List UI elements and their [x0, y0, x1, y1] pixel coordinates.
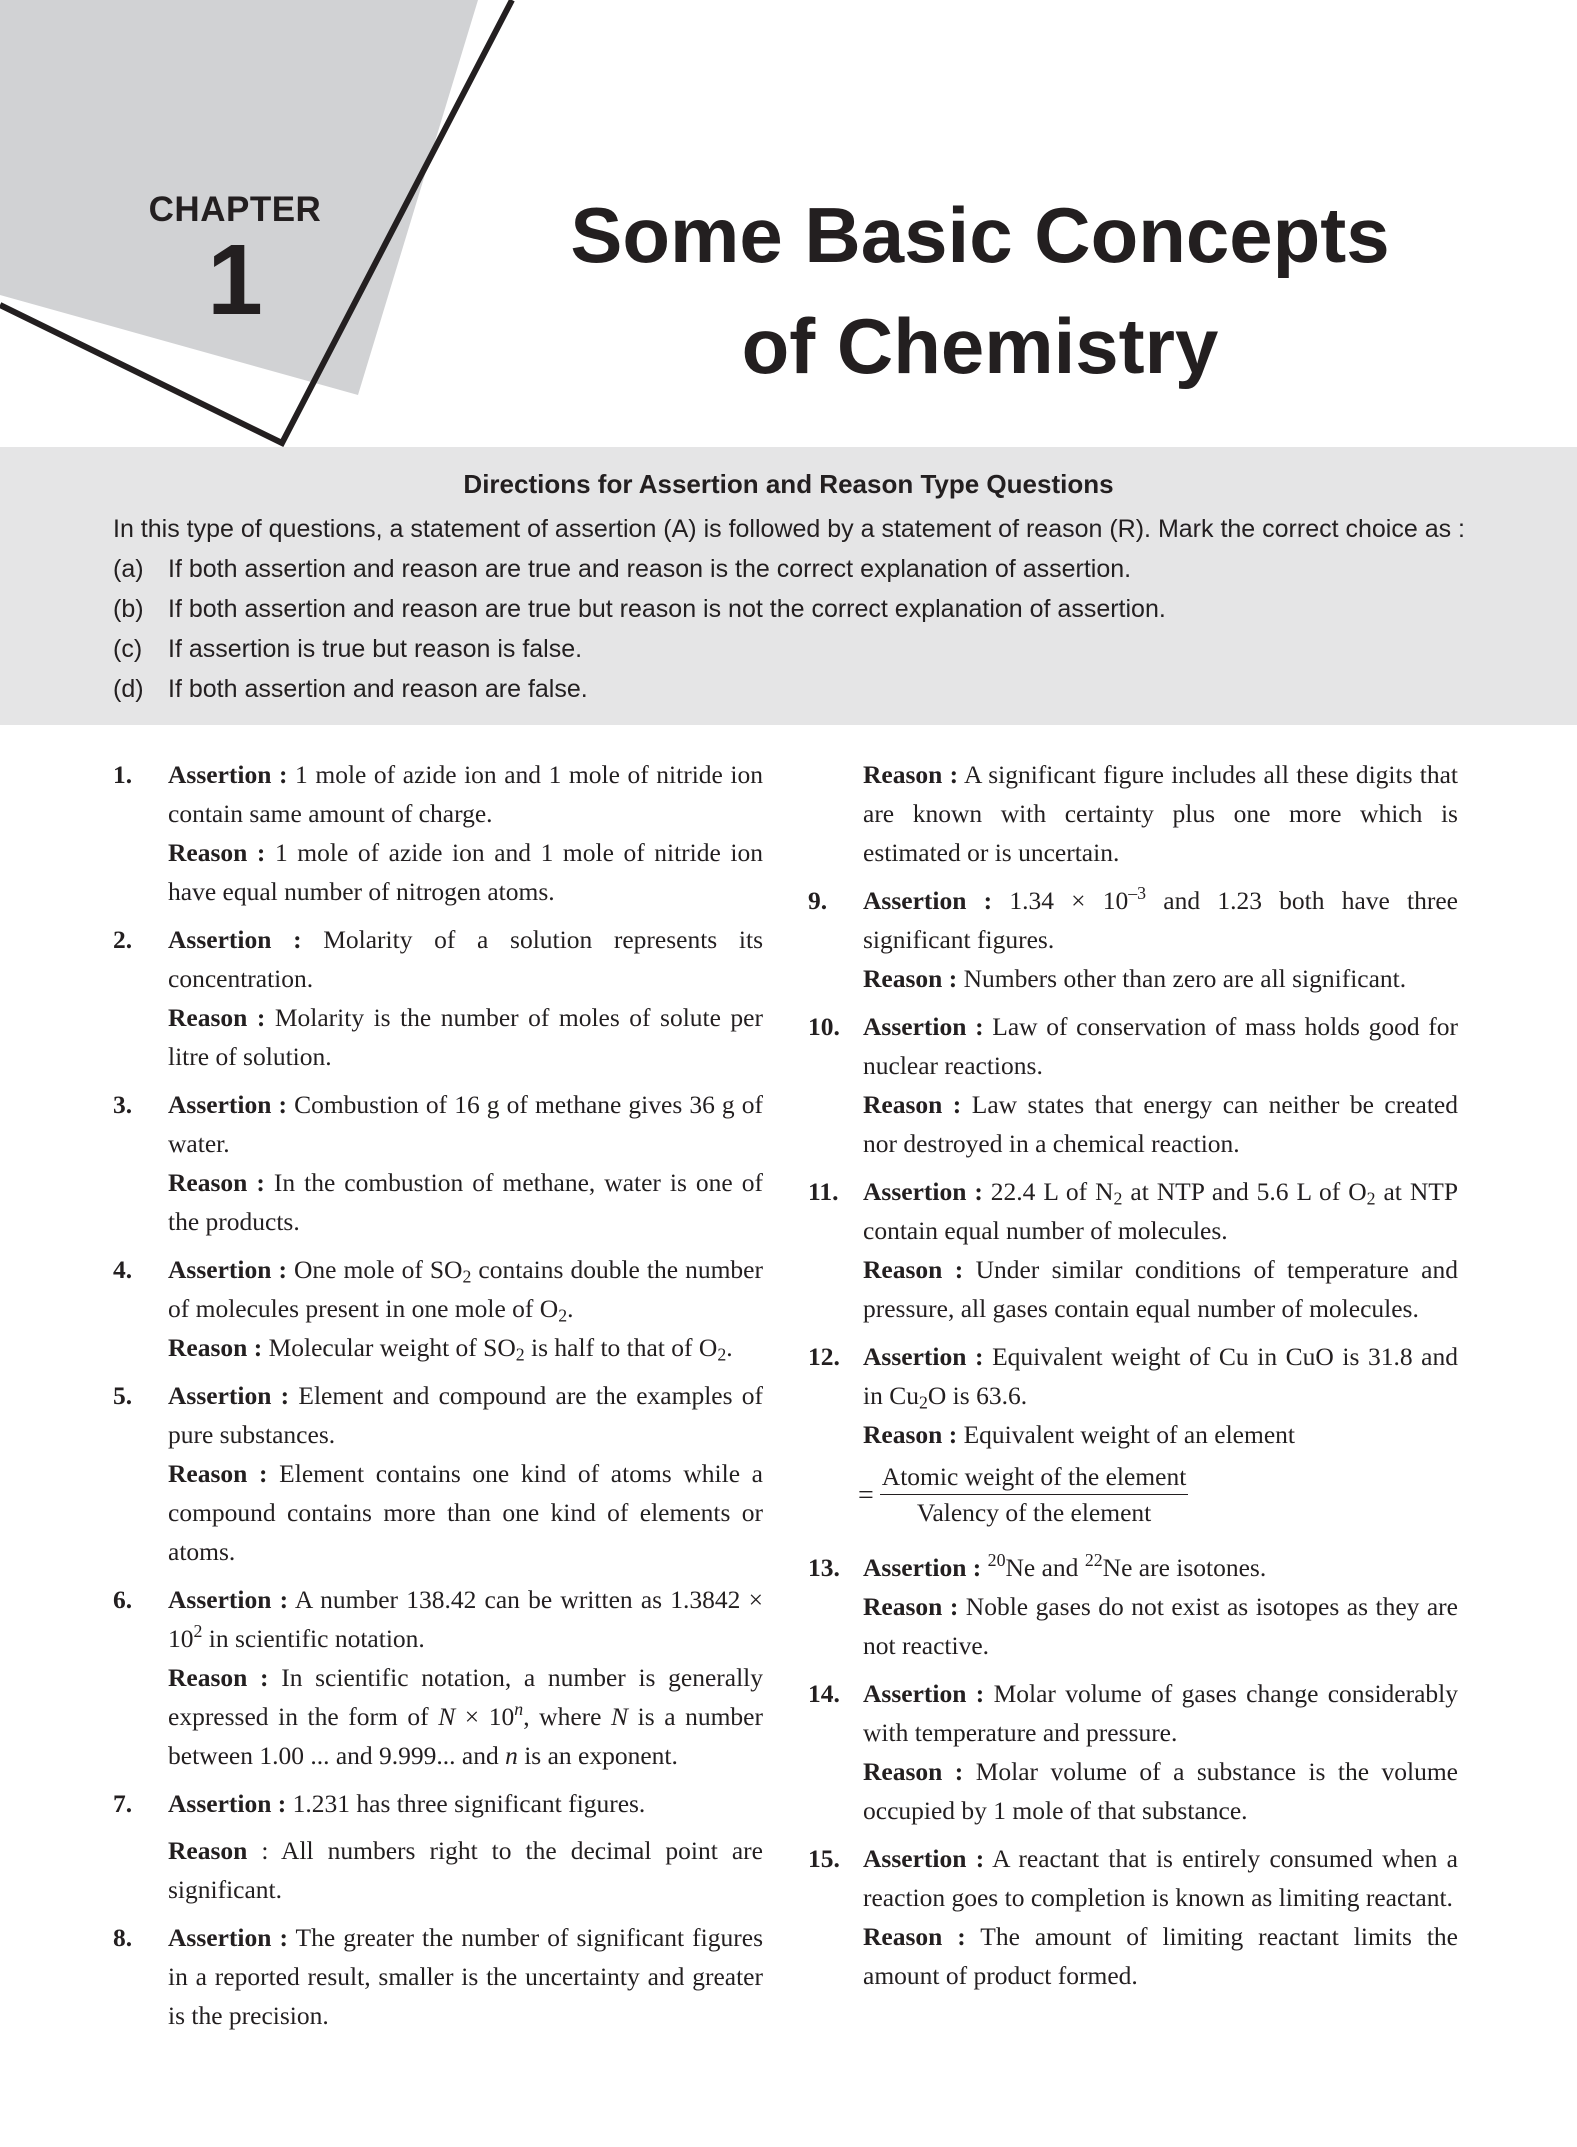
assertion-text: in scientific notation.: [202, 1624, 425, 1653]
reason: [863, 1250, 1458, 1328]
assertion-label: Assertion :: [168, 760, 288, 789]
question-13: [808, 1548, 1458, 1665]
assertion-text: at NTP contain equal number of molecules.: [863, 1177, 1458, 1245]
reason-text: The amount of limiting reactant limits the amount of product formed.: [863, 1922, 1458, 1990]
question-10: [808, 1007, 1458, 1163]
reason-label: Reason :: [863, 1090, 962, 1119]
question-number: 2.: [113, 925, 133, 954]
reason: [168, 1658, 763, 1775]
assertion: [168, 1250, 763, 1328]
subscript: 2: [717, 1344, 727, 1365]
option-text: If both assertion and reason are true but reason is not the correct explanation of assertion.: [168, 595, 1166, 623]
assertion-text: Molarity of a solution represents its concentration.: [168, 925, 763, 993]
assertion-label: Assertion :: [863, 1553, 982, 1582]
question-number: 15.: [808, 1844, 840, 1873]
assertion-label: Assertion :: [168, 1090, 287, 1119]
reason-text: Noble gases do not exist as isotopes as they are not reactive.: [863, 1592, 1458, 1660]
reason-text: : All numbers right to the decimal point are significant.: [168, 1836, 763, 1904]
reason-text: Law states that energy can neither be created nor destroyed in a chemical reaction.: [863, 1090, 1458, 1158]
option-text: If both assertion and reason are true and reason is the correct explanation of assertion.: [168, 555, 1132, 583]
reason-text: .: [726, 1333, 733, 1362]
reason-label: Reason :: [863, 1592, 959, 1621]
reason-label: Reason :: [168, 1333, 263, 1362]
reason-text: is a number between 1.00 ... and 9.999... and: [168, 1702, 763, 1770]
question-number: 13.: [808, 1553, 840, 1582]
assertion-label: Assertion :: [168, 925, 302, 954]
reason: [863, 1917, 1458, 1995]
assertion: [168, 1784, 763, 1823]
reason: [168, 833, 763, 911]
reason-label: Reason :: [863, 964, 958, 993]
assertion: [863, 1839, 1458, 1917]
assertion-text: Equivalent weight of Cu in CuO is 31.8 and in Cu: [863, 1342, 1458, 1410]
assertion-label: Assertion :: [863, 1177, 983, 1206]
reason-text: Numbers other than zero are all significant.: [963, 964, 1407, 993]
assertion-label: Assertion :: [168, 1255, 287, 1284]
assertion: [168, 755, 763, 833]
reason-text: × 10: [455, 1702, 515, 1731]
question-3: [113, 1085, 763, 1241]
reason: [863, 959, 1458, 998]
assertion-label: Assertion :: [168, 1923, 288, 1952]
equivalent-weight-formula: [858, 1460, 1458, 1531]
reason-text: Element contains one kind of atoms while a compound contains more than one kind of elements or atoms.: [168, 1459, 764, 1566]
assertion-text: Ne and: [1005, 1553, 1085, 1582]
reason: [863, 1587, 1458, 1665]
question-11: [808, 1172, 1458, 1328]
question-number: 6.: [113, 1585, 133, 1614]
directions-intro: In this type of questions, a statement of assertion (A) is followed by a statement of reason (R). Mark the correct choice as :: [113, 515, 1466, 543]
assertion-text: contains double the number of molecules present in one mole of O: [168, 1255, 763, 1323]
right-column: [808, 755, 1458, 1995]
fraction: [880, 1460, 1189, 1531]
question-number: 14.: [808, 1679, 840, 1708]
question-4: [113, 1250, 763, 1367]
option-label: (b): [113, 595, 144, 623]
assertion-text: Ne are isotones.: [1102, 1553, 1267, 1582]
question-number: 9.: [808, 886, 828, 915]
assertion-text: at NTP and 5.6 L of O: [1122, 1177, 1367, 1206]
assertion-text: Combustion of 16 g of methane gives 36 g of water.: [168, 1090, 763, 1158]
question-12: [808, 1337, 1458, 1531]
reason: [168, 1831, 763, 1909]
variable: n: [505, 1741, 518, 1770]
reason-text: , where: [523, 1702, 612, 1731]
question-2: [113, 920, 763, 1076]
reason-text: In the combustion of methane, water is one of the products.: [168, 1168, 763, 1236]
directions-heading: Directions for Assertion and Reason Type Questions: [463, 469, 1114, 499]
assertion-text: 1.34 × 10: [1009, 886, 1129, 915]
assertion-label: Assertion :: [168, 1789, 287, 1818]
variable: N: [438, 1702, 456, 1731]
assertion-label: Assertion :: [863, 1679, 985, 1708]
reason: [168, 998, 763, 1076]
reason-text: is half to that of O: [524, 1333, 718, 1362]
subscript: 2: [1113, 1188, 1123, 1209]
subscript: 2: [515, 1344, 525, 1365]
subscript: 2: [918, 1392, 928, 1413]
question-number: 8.: [113, 1923, 133, 1952]
question-number: 3.: [113, 1090, 133, 1119]
reason-label: Reason :: [168, 838, 266, 867]
equals-sign: =: [858, 1480, 874, 1511]
question-number: 11.: [808, 1177, 839, 1206]
superscript: 22: [1084, 1550, 1103, 1571]
option-a: [113, 555, 1131, 584]
assertion: [863, 1337, 1458, 1415]
reason-text: Molecular weight of SO: [268, 1333, 516, 1362]
assertion: [168, 1085, 763, 1163]
question-9: [808, 881, 1458, 998]
superscript: –3: [1128, 883, 1147, 904]
question-6: [113, 1580, 763, 1775]
reason: [863, 755, 1458, 872]
assertion: [168, 920, 763, 998]
reason-label: Reason :: [168, 1663, 269, 1692]
question-7: [113, 1784, 763, 1909]
assertion-text: Element and compound are the examples of pure substances.: [168, 1381, 764, 1449]
option-b: [113, 595, 1166, 624]
reason-label: Reason :: [863, 1255, 964, 1284]
reason: [168, 1163, 763, 1241]
reason-text: Molarity is the number of moles of solute per litre of solution.: [168, 1003, 763, 1071]
superscript: n: [514, 1699, 524, 1720]
option-label: (a): [113, 555, 144, 583]
question-number: 5.: [113, 1381, 133, 1410]
question-8-continued: [808, 755, 1458, 872]
assertion: [863, 1674, 1458, 1752]
superscript: 20: [987, 1550, 1006, 1571]
chapter-label: CHAPTER: [148, 190, 322, 229]
reason-label: Reason :: [863, 760, 959, 789]
reason-text: A significant figure includes all these digits that are known with certainty plus one more which is estimated or is uncertain.: [863, 760, 1458, 867]
assertion: [863, 1007, 1458, 1085]
superscript: 2: [193, 1621, 203, 1642]
subscript: 2: [558, 1305, 568, 1326]
reason-text: Equivalent weight of an element: [963, 1420, 1295, 1449]
assertion-label: Assertion :: [863, 886, 993, 915]
denominator: Valency of the element: [916, 1498, 1152, 1527]
question-5: [113, 1376, 763, 1571]
assertion: [863, 1172, 1458, 1250]
variable: N: [611, 1702, 629, 1731]
assertion-text: and 1.23 both have three significant figures.: [863, 886, 1458, 954]
reason-text: Under similar conditions of temperature and pressure, all gases contain equal number of molecules.: [863, 1255, 1458, 1323]
reason-text: Molar volume of a substance is the volume occupied by 1 mole of that substance.: [863, 1757, 1458, 1825]
reason: [168, 1454, 763, 1571]
reason-label: Reason: [168, 1836, 248, 1865]
page-title: [500, 180, 1460, 402]
reason-label: Reason :: [168, 1459, 268, 1488]
reason-text: In scientific notation, a number is generally expressed in the form of: [168, 1663, 764, 1731]
question-number: 10.: [808, 1012, 840, 1041]
assertion: [863, 881, 1458, 959]
reason: [168, 1328, 763, 1367]
assertion: [863, 1548, 1458, 1587]
assertion-label: Assertion :: [168, 1585, 289, 1614]
title-line-1: Some Basic Concepts: [570, 191, 1390, 279]
assertion-label: Assertion :: [863, 1844, 985, 1873]
subscript: 2: [1366, 1188, 1376, 1209]
reason-label: Reason :: [168, 1003, 266, 1032]
subscript: 2: [462, 1266, 472, 1287]
reason-text: 1 mole of azide ion and 1 mole of nitride ion have equal number of nitrogen atoms.: [168, 838, 763, 906]
reason-text: is an exponent.: [517, 1741, 678, 1770]
reason: [863, 1752, 1458, 1830]
option-c: [113, 635, 582, 664]
assertion-label: Assertion :: [168, 1381, 290, 1410]
left-column: [113, 755, 763, 2035]
assertion: [168, 1376, 763, 1454]
assertion-text: Law of conservation of mass holds good for nuclear reactions.: [863, 1012, 1459, 1080]
assertion-text: Molar volume of gases change considerably with temperature and pressure.: [863, 1679, 1459, 1747]
question-number: 4.: [113, 1255, 133, 1284]
question-15: [808, 1839, 1458, 1995]
assertion-text: One mole of SO: [294, 1255, 463, 1284]
title-line-2: of Chemistry: [741, 302, 1219, 390]
assertion-label: Assertion :: [863, 1342, 984, 1371]
assertion-text: 1.231 has three significant figures.: [292, 1789, 646, 1818]
assertion: [168, 1580, 763, 1658]
assertion-text: 1 mole of azide ion and 1 mole of nitride ion contain same amount of charge.: [168, 760, 763, 828]
option-label: (d): [113, 675, 144, 703]
assertion-label: Assertion :: [863, 1012, 984, 1041]
directions-box: [0, 447, 1577, 725]
assertion-text: The greater the number of significant figures in a reported result, smaller is the uncertainty and greater is the precision.: [168, 1923, 763, 2030]
assertion: [168, 1918, 763, 2035]
question-number: 12.: [808, 1342, 840, 1371]
question-number: 7.: [113, 1789, 133, 1818]
question-8: [113, 1918, 763, 2035]
assertion-text: .: [567, 1294, 574, 1323]
assertion-text: A reactant that is entirely consumed when a reaction goes to completion is known as limiting reactant.: [863, 1844, 1458, 1912]
numerator: Atomic weight of the element: [880, 1460, 1189, 1495]
option-d: [113, 675, 588, 704]
reason-label: Reason :: [863, 1757, 964, 1786]
option-label: (c): [113, 635, 143, 663]
reason-label: Reason :: [863, 1420, 958, 1449]
reason-label: Reason :: [168, 1168, 265, 1197]
assertion-text: O is 63.6.: [927, 1381, 1028, 1410]
option-text: If assertion is true but reason is false.: [168, 635, 583, 663]
question-number: 1.: [113, 760, 133, 789]
assertion-text: A number 138.42 can be written as 1.3842 × 10: [168, 1585, 763, 1653]
chapter-number: 1: [207, 224, 263, 336]
option-text: If both assertion and reason are false.: [168, 675, 588, 703]
reason: [863, 1085, 1458, 1163]
question-14: [808, 1674, 1458, 1830]
reason-label: Reason :: [863, 1922, 966, 1951]
question-1: [113, 755, 763, 911]
reason: [863, 1415, 1458, 1454]
assertion-text: 22.4 L of N: [990, 1177, 1114, 1206]
